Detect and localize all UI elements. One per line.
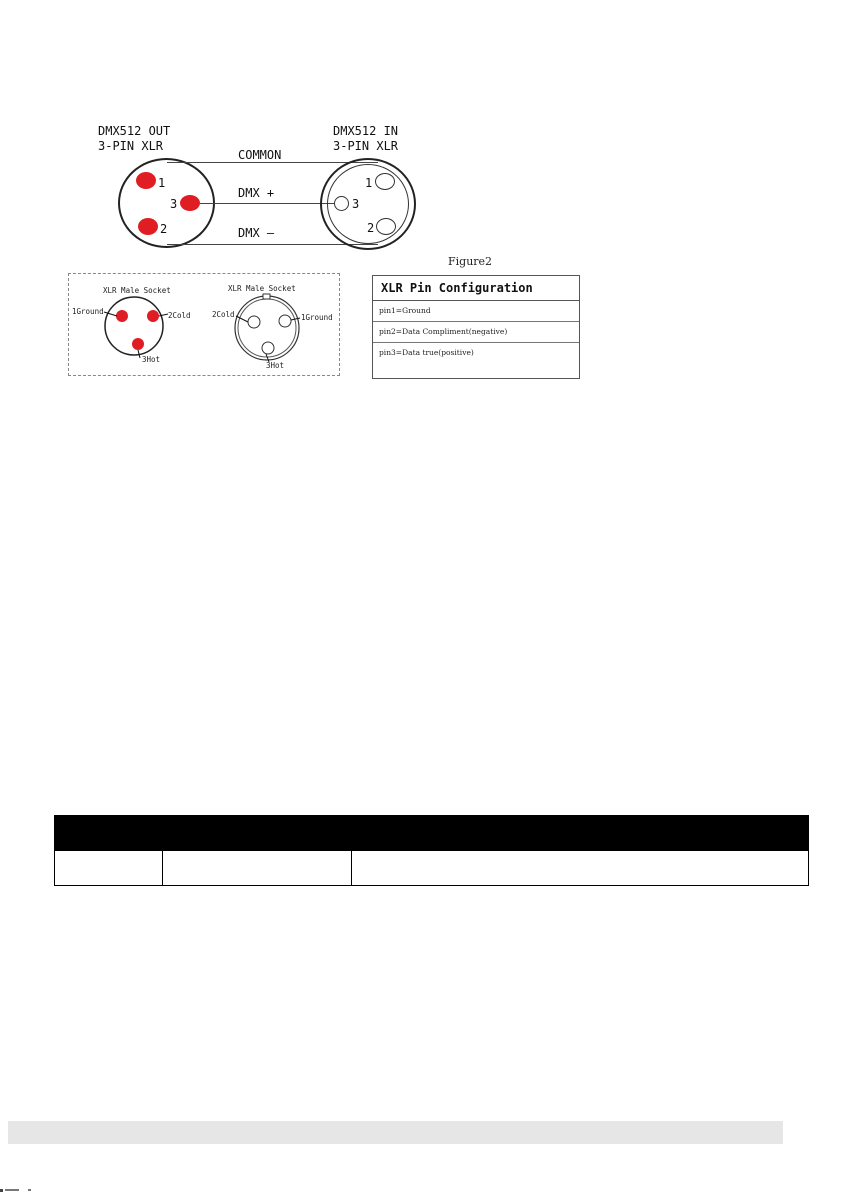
pin-config-table (372, 275, 580, 379)
in-pin-2 (376, 218, 396, 235)
male-socket-drawing (70, 292, 210, 372)
spec-table-cell (55, 851, 163, 886)
out-pin-3 (180, 195, 200, 211)
pin-config-row-2: pin2=Data Compliment(negative) (373, 322, 579, 343)
corner-mark (0, 1186, 46, 1192)
male-pin-cold-label: 2Cold (168, 311, 191, 320)
male-socket-title: XLR Male Socket (103, 286, 171, 295)
male-pin-ground (116, 310, 128, 322)
dmx-plus-wire (200, 203, 340, 204)
spec-table-header-cell (55, 816, 163, 851)
female-pin-cold (248, 316, 260, 328)
female-pin-ground (279, 315, 291, 327)
out-pin-3-label: 3 (170, 197, 178, 211)
dmx-out-label: DMX512 OUT 3-PIN XLR (98, 124, 171, 153)
spec-table-header-cell (163, 816, 352, 851)
dmx-plus-label: DMX + (238, 186, 275, 200)
pin-config-row-3: pin3=Data true(positive) (379, 348, 474, 357)
in-pin-1 (375, 173, 395, 190)
dmx-in-label: DMX512 IN 3-PIN XLR (333, 124, 399, 153)
spec-table-header-row (55, 816, 809, 851)
male-pin-hot (132, 338, 144, 350)
male-pin-cold (147, 310, 159, 322)
female-pin-ground-label: 1Ground (301, 313, 333, 322)
out-pin-1-label: 1 (158, 176, 166, 190)
female-pin-cold-label: 2Cold (212, 310, 235, 319)
spec-table-cell (163, 851, 352, 886)
footer-bar (8, 1121, 783, 1144)
out-pin-2 (138, 218, 158, 235)
spec-table-cell (352, 851, 809, 886)
in-pin-3 (334, 196, 349, 211)
female-pin-hot-label: 3Hot (266, 361, 285, 370)
figure-caption: Figure2 (448, 255, 493, 268)
male-pin-hot-label: 3Hot (142, 355, 161, 364)
pin-config-row-1: pin1=Ground (373, 301, 579, 322)
in-pin-2-label: 2 (367, 221, 375, 235)
common-label: COMMON (238, 148, 282, 162)
spec-table-header-cell (352, 816, 809, 851)
dmx-minus-label: DMX – (238, 226, 275, 240)
in-pin-1-label: 1 (365, 176, 373, 190)
out-pin-2-label: 2 (160, 222, 168, 236)
female-socket-title: XLR Male Socket (228, 284, 296, 293)
table-row (55, 851, 809, 886)
male-pin-ground-label: 1Ground (72, 307, 104, 316)
pin-config-title: XLR Pin Configuration (373, 276, 579, 301)
out-pin-1 (136, 172, 156, 189)
female-pin-hot (262, 342, 274, 354)
in-pin-3-label: 3 (352, 197, 360, 211)
spec-table (54, 815, 809, 886)
